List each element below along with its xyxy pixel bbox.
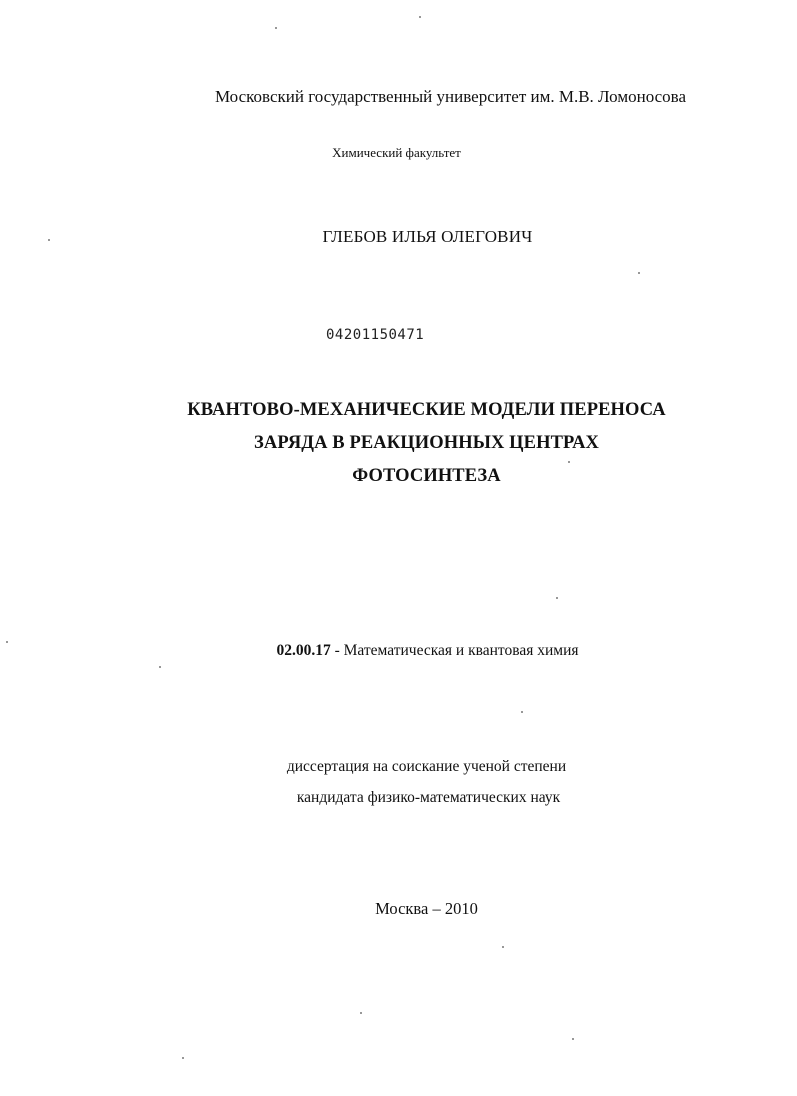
specialty: [29, 643, 797, 659]
specialty-separator: -: [330, 642, 344, 659]
degree-line-2: кандидата физико-математических наук: [296, 789, 561, 806]
scan-speck: [502, 946, 504, 948]
scan-speck: [159, 666, 161, 668]
thesis-title-line-1: КВАНТОВО-МЕХАНИЧЕСКИЕ МОДЕЛИ ПЕРЕНОСА: [187, 400, 666, 420]
scan-speck: [572, 1038, 574, 1040]
specialty-code: 02.00.17: [276, 642, 331, 659]
degree-line-1: диссертация на соискание ученой степени: [286, 758, 567, 775]
scan-speck: [521, 711, 523, 713]
scan-speck: [182, 1057, 184, 1059]
registry-code: 04201150471: [326, 327, 425, 343]
scan-speck: [360, 1012, 362, 1014]
scan-speck: [419, 16, 421, 18]
scan-speck: [556, 597, 558, 599]
scan-speck: [48, 239, 50, 241]
scan-speck: [638, 272, 640, 274]
city-year: Москва – 2010: [375, 899, 478, 918]
scan-speck: [6, 641, 8, 643]
faculty-name: Химический факультет: [332, 145, 461, 160]
scan-speck: [568, 461, 570, 463]
author-name: ГЛЕБОВ ИЛЬЯ ОЛЕГОВИЧ: [322, 227, 533, 246]
specialty-name: Математическая и квантовая химия: [343, 642, 579, 659]
thesis-title-line-3: ФОТОСИНТЕЗА: [352, 466, 501, 486]
university-name: Московский государственный университет им. М.В. Ломоносова: [214, 87, 687, 106]
scan-speck: [275, 27, 277, 29]
thesis-title-line-2: ЗАРЯДА В РЕАКЦИОННЫХ ЦЕНТРАХ: [254, 433, 599, 453]
